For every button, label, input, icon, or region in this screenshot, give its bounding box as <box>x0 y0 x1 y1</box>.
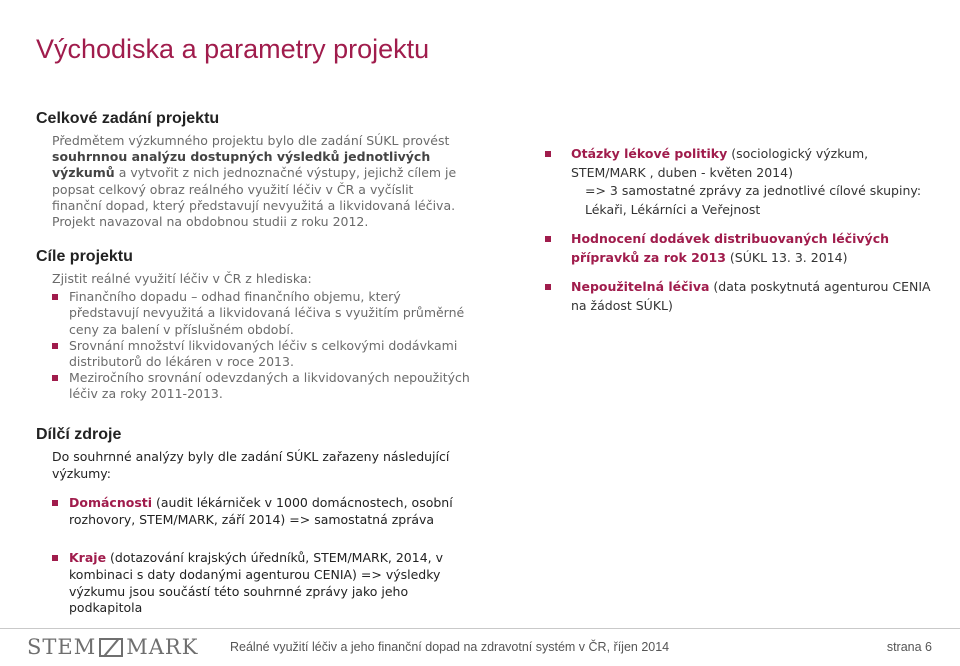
square-bullet-icon <box>545 236 551 242</box>
footer-divider <box>0 628 960 629</box>
sources-block <box>52 449 472 617</box>
right-column-list <box>545 145 945 315</box>
section-heading-goals: Cíle projektu <box>36 248 133 265</box>
sources-list <box>52 495 472 617</box>
square-bullet-icon <box>545 284 551 290</box>
page-number: strana 6 <box>886 640 932 654</box>
list-item: Kraje (dotazování krajských úředníků, STEM/MARK, 2014, v kombinaci s daty dodanými agenturou CENIA) => výsledky výzkumu jsou součástí této souhrnné zprávy jako jeho podkapitola <box>52 550 472 616</box>
goals-lead: Zjistit reálné využití léčiv v ČR z hlediska: <box>52 271 312 286</box>
goals-list <box>52 289 472 402</box>
list-item: Otázky lékové politiky (sociologický výzkum, STEM/MARK , duben - květen 2014) => 3 samostatné zprávy za jednotlivé cílové skupiny: Lékaři, Lékárníci a Veřejnost <box>545 145 945 219</box>
list-item: Domácnosti (audit lékárniček v 1000 domácnostech, osobní rozhovory, STEM/MARK, září 2014) => samostatná zpráva <box>52 495 472 528</box>
logo-slash-box-icon <box>99 638 123 657</box>
list-item: Nepoužitelná léčiva (data poskytnutá agenturou CENIA na žádost SÚKL) <box>545 278 945 315</box>
square-bullet-icon <box>52 343 58 349</box>
list-item: Hodnocení dodávek distribuovaných léčivých přípravků za rok 2013 (SÚKL 13. 3. 2014) <box>545 230 945 267</box>
list-item: Meziročního srovnání odevzdaných a likvidovaných nepoužitých léčiv za roky 2011-2013. <box>52 370 472 402</box>
square-bullet-icon <box>52 555 58 561</box>
square-bullet-icon <box>52 294 58 300</box>
section-heading-sources: Dílčí zdroje <box>36 426 122 443</box>
goals-block <box>52 271 472 403</box>
page-title: Východiska a parametry projektu <box>36 34 430 64</box>
square-bullet-icon <box>52 500 58 506</box>
list-item: Finančního dopadu – odhad finančního objemu, který představují nevyužitá a likvidovaná léčiva s využitím průměrné ceny za balení v příslušném období. <box>52 289 472 338</box>
sources-lead: Do souhrnné analýzy byly dle zadání SÚKL zařazeny následující výzkumy: <box>52 449 450 481</box>
square-bullet-icon <box>545 151 551 157</box>
intro-paragraph: Předmětem výzkumného projektu bylo dle zadání SÚKL provést souhrnnou analýzu dostupných výsledků jednotlivých výzkumů a vytvořit z nich jednoznačné výstupy, jejichž cílem je popsat celkový obraz reálného využití léčiv v ČR a vyčíslit finanční dopad, který představují nevyužitá a likvidovaná léčiva. Projekt navazoval na obdobnou studii z roku 2012. <box>52 133 457 230</box>
stemmark-logo: STEM MARK <box>27 635 199 659</box>
list-item: Srovnání množství likvidovaných léčiv s celkovými dodávkami distributorů do lékáren v roce 2013. <box>52 338 472 370</box>
section-heading-overall-assignment: Celkové zadání projektu <box>36 110 220 127</box>
footer-text: Reálné využití léčiv a jeho finanční dopad na zdravotní systém v ČR, říjen 2014 <box>230 640 670 654</box>
square-bullet-icon <box>52 375 58 381</box>
